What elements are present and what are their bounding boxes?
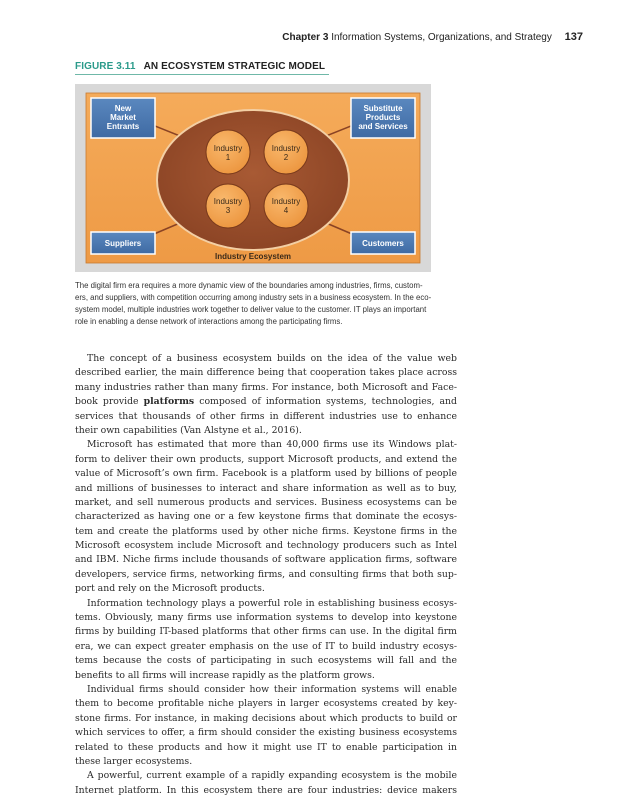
body-line: benefits to all firms will increase rapidly as the platform grows. (75, 669, 375, 681)
figure-heading: AN ECOSYSTEM STRATEGIC MODEL (143, 61, 326, 72)
body-line: firms by building IT-based platforms that other firms can use. In the digital firm (75, 626, 457, 638)
body-line: Individual firms should consider how their information systems will enable (87, 683, 457, 695)
caption-line: The digital firm era requires a more dynamic view of the boundaries among industries, firms, custom- (75, 281, 423, 290)
body-line: book provide platforms composed of information systems, technologies, and (75, 396, 457, 408)
key-term: platforms (143, 396, 195, 408)
body-line: Internet platform. In this ecosystem there are four industries: device makers (75, 784, 457, 796)
industry-2-number: 2 (283, 153, 289, 162)
industry-3-label: Industry (213, 197, 243, 206)
body-text (75, 352, 457, 798)
body-line: characterized as having one or a few keystone firms that dominate the ecosys- (75, 511, 457, 523)
industry-1-label: Industry (213, 144, 243, 153)
body-line: these larger ecosystems. (75, 755, 193, 767)
caption-line: ers, and suppliers, with competition occurring among industry sets in a business ecosystem. In the eco- (75, 293, 432, 302)
body-line: which services to offer, a firm should consider the existing business ecosystems (75, 727, 457, 739)
substitute-products-line-2: Products (365, 113, 401, 122)
body-line: Microsoft has estimated that more than 40,000 firms use its Windows plat- (87, 439, 457, 451)
body-line: services that thousands of other firms in different industries use to enhance (75, 410, 457, 422)
body-line: Microsoft ecosystem include Microsoft and technology producers such as Intel (75, 540, 457, 552)
figure-title (75, 61, 325, 72)
industry-4-number: 4 (283, 206, 289, 215)
body-line: many industries rather than many firms. For instance, both Microsoft and Face- (75, 381, 457, 393)
ecosystem-diagram (75, 84, 431, 272)
new-market-entrants-line-2: Market (110, 113, 136, 122)
caption-line: system model, multiple industries work together to deliver value to the customer. IT plays an important (75, 305, 427, 314)
caption-line: role in enabling a dense network of interactions among the participating firms. (75, 317, 343, 326)
body-line: and millions of businesses to interact and share information as well as to buy, (75, 482, 457, 494)
new-market-entrants-line-3: Entrants (106, 122, 140, 131)
substitute-products-line-3: and Services (358, 122, 408, 131)
suppliers-label: Suppliers (104, 239, 142, 248)
body-line: their own capabilities (Van Alstyne et al., 2016). (75, 424, 302, 436)
chapter-title: Information Systems, Organizations, and Strategy (331, 32, 552, 43)
industry-1-number: 1 (225, 153, 231, 162)
body-line: value of Microsoft’s own firm. Facebook is a platform used by billions of people (75, 468, 457, 480)
body-line: stone firms. For instance, in making decisions about which products to build or (75, 712, 457, 724)
body-line: Information technology plays a powerful role in establishing business ecosys- (87, 597, 457, 609)
body-line: era, we can expect greater emphasis on the use of IT to build industry ecosys- (75, 640, 457, 652)
figure-number: FIGURE 3.11 (75, 61, 136, 72)
body-line: related to these products and how it might use IT to enable participation in (75, 741, 457, 753)
body-line: and IBM. Niche firms include thousands of software application firms, software (75, 554, 457, 566)
ecosystem-ellipse (157, 110, 349, 250)
body-line: port and rely on the Microsoft products. (75, 583, 265, 595)
body-line: tems because the costs of participating in such ecosystems will fall and the (75, 655, 457, 667)
body-line: developers, service firms, networking firms, and consulting firms that both sup- (75, 568, 457, 580)
chapter-label: Chapter 3 (282, 32, 329, 43)
body-line: them to become profitable niche players in larger ecosystems created by key- (75, 698, 457, 710)
new-market-entrants-line-1: New (114, 104, 132, 113)
industry-4-label: Industry (271, 197, 301, 206)
figure-rule (75, 74, 329, 75)
body-line: The concept of a business ecosystem builds on the idea of the value web (87, 353, 457, 364)
customers-label: Customers (362, 239, 404, 248)
industry-ecosystem-label: Industry Ecosystem (214, 252, 292, 261)
body-line: tem and create the platforms used by other niche firms. Keystone firms in the (75, 525, 457, 537)
substitute-products-line-1: Substitute (363, 104, 403, 113)
figure-caption (75, 280, 457, 328)
industry-3-number: 3 (225, 206, 231, 215)
page-number: 137 (564, 31, 583, 43)
industry-2-label: Industry (271, 144, 301, 153)
body-line: tems. Obviously, many firms use information systems to develop into keystone (75, 612, 457, 624)
body-line: described earlier, the main difference being that cooperation takes place across (75, 367, 457, 379)
body-line: A powerful, current example of a rapidly expanding ecosystem is the mobile (87, 770, 457, 782)
running-header (282, 31, 583, 43)
body-line: form to deliver their own products, support Microsoft products, and extend the (75, 453, 457, 465)
body-line: market, and sell numerous products and services. Business ecosystems can be (75, 496, 457, 508)
